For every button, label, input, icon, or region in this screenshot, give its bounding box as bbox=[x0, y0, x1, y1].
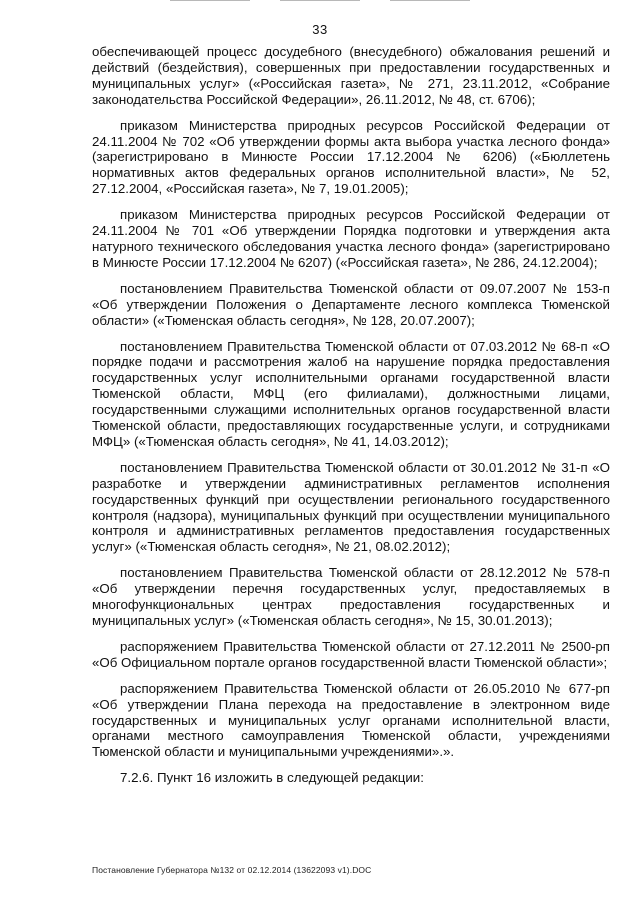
paragraph-order-2500rp: распоряжением Правительства Тюменской области от 27.12.2011 № 2500-рп «Об Официальном портале органов государственной власти Тюменской области»; bbox=[92, 638, 610, 670]
page-number: 33 bbox=[312, 22, 328, 37]
top-scan-rule bbox=[170, 0, 470, 2]
paragraph-resolution-153p: постановлением Правительства Тюменской области от 09.07.2007 № 153-п «Об утверждении Положения о Департаменте лесного комплекса Тюменской области» («Тюменская область сегодня», № 128, 20.07.2007); bbox=[92, 280, 610, 328]
paragraph-resolution-68p: постановлением Правительства Тюменской области от 07.03.2012 № 68-п «О порядке подачи и рассмотрения жалоб на нарушение порядка предоставления государственных услуг исполнительными органами государственной власти Тюменской области, МФЦ (его филиалами), должностными лицами, государственными служащими исполнительных органов государственной власти Тюменской области, предоставляющих государственные услуги, и сотрудниками МФЦ» («Тюменская область сегодня», № 41, 14.03.2012); bbox=[92, 338, 610, 449]
paragraph-order-702: приказом Министерства природных ресурсов Российской Федерации от 24.11.2004 № 702 «Об утверждении формы акта выбора участка лесного фонда» (зарегистрировано в Минюсте России 17.12.2004 № 6206) («Бюллетень нормативных актов федеральных органов исполнительной власти», № 52, 27.12.2004, «Российская газета», № 7, 19.01.2005); bbox=[92, 117, 610, 197]
paragraph-order-677rp: распоряжением Правительства Тюменской области от 26.05.2010 № 677-рп «Об утверждении Плана перехода на предоставление в электронном виде государственных и муниципальных услуг органами исполнительной власти, органами местного самоуправления Тюменской области, учреждениями Тюменской области и муниципальными учреждениями».». bbox=[92, 680, 610, 760]
paragraph-resolution-31p: постановлением Правительства Тюменской области от 30.01.2012 № 31-п «О разработке и утверждении административных регламентов исполнения государственных функций при осуществлении регионального государственного контроля (надзора), муниципальных функций при осуществлении муниципального контроля и административных регламентов предоставления государственных услуг» («Тюменская область сегодня», № 21, 08.02.2012); bbox=[92, 459, 610, 555]
document-body bbox=[92, 44, 610, 786]
paragraph-resolution-578p: постановлением Правительства Тюменской области от 28.12.2012 № 578-п «Об утверждении перечня государственных услуг, предоставляемых в многофункциональных центрах предоставления государственных и муниципальных услуг» («Тюменская область сегодня», № 15, 30.01.2013); bbox=[92, 565, 610, 628]
paragraph-continuation: обеспечивающей процесс досудебного (внесудебного) обжалования решений и действий (бездействия), совершенных при предоставлении государственных и муниципальных услуг» («Российская газета», № 271, 23.11.2012, «Собрание законодательства Российской Федерации», 26.11.2012, № 48, ст. 6706); bbox=[92, 44, 610, 107]
paragraph-order-701: приказом Министерства природных ресурсов Российской Федерации от 24.11.2004 № 701 «Об утверждении Порядка подготовки и утверждения акта натурного технического обследования участка лесного фонда» (зарегистрировано в Минюсте России 17.12.2004 № 6207) («Российская газета», № 286, 24.12.2004); bbox=[92, 207, 610, 270]
document-footer: Постановление Губернатора №132 от 02.12.2014 (13622093 v1).DOC bbox=[92, 865, 372, 875]
paragraph-clause-7-2-6: 7.2.6. Пункт 16 изложить в следующей редакции: bbox=[120, 770, 424, 786]
